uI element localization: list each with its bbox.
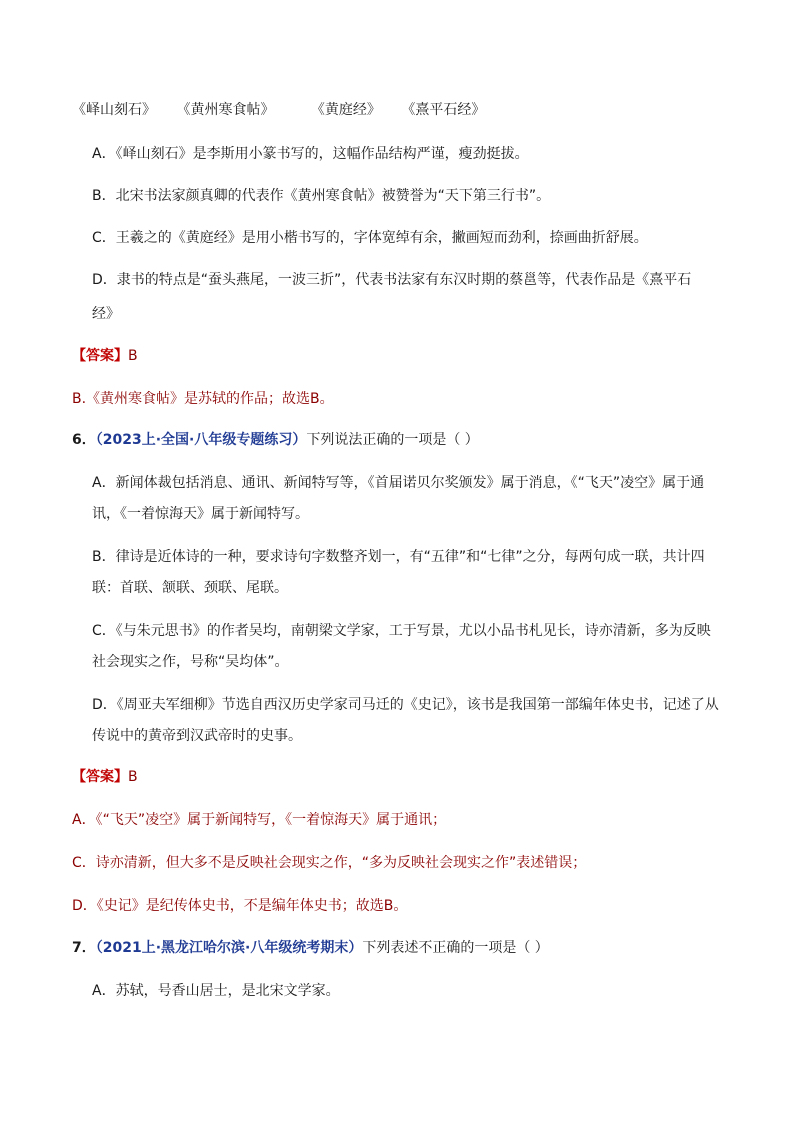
q7-stem-text: 下列表述不正确的一项是（ ） <box>362 940 549 956</box>
q6-explanation-c: C．诗亦清新，但大多不是反映社会现实之作，“多为反映社会现实之作”表述错误； <box>72 855 587 871</box>
q6-answer-label: 【答案】 <box>72 769 128 785</box>
q6-option-b-line1: B．律诗是近体诗的一种，要求诗句字数整齐划一，有“五律”和“七律”之分，每两句成一联，共计四 <box>92 549 705 565</box>
q6-option-b-line2: 联：首联、颔联、颈联、尾联。 <box>92 580 288 596</box>
q6-option-a-line2: 讯，《一着惊海天》属于新闻特写。 <box>92 506 309 522</box>
q6-explanation-d: D．《史记》是纪传体史书，不是编年体史书；故选B。 <box>72 898 408 914</box>
q5-answer <box>72 346 138 366</box>
q5-work-4: 《熹平石经》 <box>401 102 486 118</box>
q5-option-b: B．北宋书法家颜真卿的代表作《黄州寒食帖》被赞誉为“天下第三行书”。 <box>92 188 551 204</box>
q6-number: 6． <box>72 432 96 448</box>
q7-stem <box>72 938 549 958</box>
q6-option-c-line1: C．《与朱元思书》的作者吴均，南朝梁文学家，工于写景，尤以小品书札见长，诗亦清新，多为反映 <box>92 623 711 639</box>
q7-source: （2021上·黑龙江哈尔滨·八年级统考期末） <box>95 940 363 956</box>
q5-works-list <box>72 100 485 120</box>
q5-explanation: B.《黄州寒食帖》是苏轼的作品；故选B。 <box>72 391 334 407</box>
q6-option-d-line2: 传说中的黄帝到汉武帝时的史事。 <box>92 728 302 744</box>
q5-option-a: A．《峄山刻石》是李斯用小篆书写的，这幅作品结构严谨，瘦劲挺拔。 <box>92 146 529 162</box>
q5-work-1: 《峄山刻石》 <box>72 102 156 118</box>
q6-answer <box>72 767 138 787</box>
q6-option-a-line1: A．新闻体裁包括消息、通讯、新闻特写等，《首届诺贝尔奖颁发》属于消息，《“飞天”凌空》属于通 <box>92 475 705 491</box>
q6-stem <box>72 430 479 450</box>
q5-option-d-line2: 经》 <box>92 306 120 322</box>
q5-answer-value: B <box>128 348 138 364</box>
q6-explanation-a: A．《“飞天”凌空》属于新闻特写，《一着惊海天》属于通讯； <box>72 812 447 828</box>
q6-source: （2023上·全国·八年级专题练习） <box>95 432 307 448</box>
q5-work-3: 《黄庭经》 <box>310 102 381 118</box>
q6-answer-value: B <box>128 769 138 785</box>
q5-work-2: 《黄州寒食帖》 <box>176 102 275 118</box>
q5-answer-label: 【答案】 <box>72 348 128 364</box>
q5-option-d-line1: D．隶书的特点是“蚕头燕尾，一波三折”，代表书法家有东汉时期的蔡邕等，代表作品是《熹平石 <box>92 272 692 288</box>
q6-option-c-line2: 社会现实之作，号称“吴均体”。 <box>92 654 289 670</box>
q7-option-a: A．苏轼，号香山居士，是北宋文学家。 <box>92 983 340 999</box>
q6-option-d-line1: D．《周亚夫军细柳》节选自西汉历史学家司马迁的《史记》，该书是我国第一部编年体史书，记述了从 <box>92 697 719 713</box>
q5-option-c: C．王羲之的《黄庭经》是用小楷书写的，字体宽绰有余，撇画短而劲利，捺画曲折舒展。 <box>92 230 648 246</box>
q7-number: 7． <box>72 940 96 956</box>
q6-stem-text: 下列说法正确的一项是（ ） <box>306 432 479 448</box>
